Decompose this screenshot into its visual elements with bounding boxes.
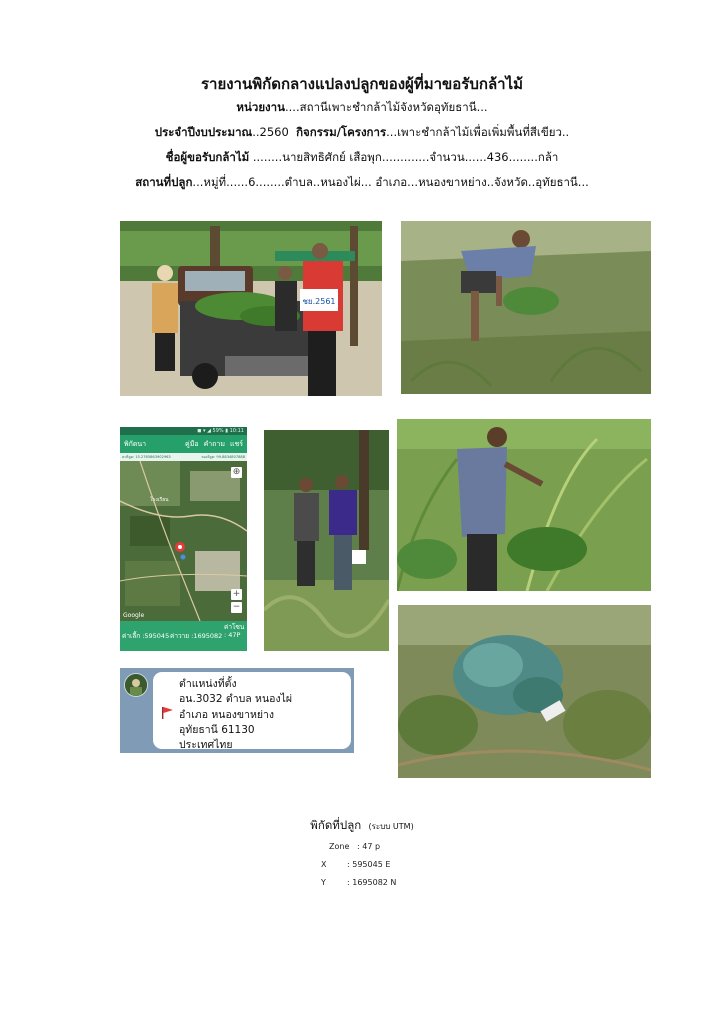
longitude-readout: ลองจิจูด: 99.8834807888 — [201, 455, 245, 459]
recipient-value: ........นายสิทธิศักย์ เสือพุก.............จำนวน......436........กล้า — [252, 150, 559, 164]
northing-readout: ค่าวาย :1695082 — [170, 632, 223, 640]
utm-x-label: X — [321, 860, 327, 869]
google-watermark: Google — [123, 612, 145, 619]
agency-line — [0, 99, 724, 117]
latitude-readout: ละติจูด: 15.2765863902963 — [122, 455, 171, 459]
recipient-label: ชื่อผู้ขอรับกล้าไม้ — [165, 150, 250, 164]
location-bubble[interactable] — [153, 672, 351, 752]
locate-button[interactable]: ⊕ — [232, 467, 241, 477]
photo-man-planting — [401, 221, 651, 394]
utm-title: พิกัดที่ปลูก — [310, 818, 362, 832]
location-line — [0, 174, 724, 192]
budget-label: ประจำปีงบประมาณ — [154, 125, 253, 139]
location-address — [179, 677, 292, 753]
zone-readout: ค่าโซน : 47P — [224, 623, 245, 639]
location-label: สถานที่ปลูก — [135, 175, 193, 189]
photo-sign-text: ชย.2561 — [302, 297, 336, 306]
menu-share[interactable]: แชร์ — [229, 439, 243, 448]
map-coords-bar — [120, 453, 247, 461]
satellite-map[interactable] — [120, 461, 247, 621]
map-app-title: พิกัดนา — [124, 439, 147, 448]
agency-label: หน่วยงาน — [236, 100, 285, 114]
location-value: ...หมู่ที่......6........ตำบล..หนองไผ่... อำเภอ...หนองขาหย่าง..จังหวัด..อุทัยธานี... — [192, 175, 589, 189]
utm-y-label: Y — [321, 878, 326, 887]
menu-faq[interactable]: คำถาม — [203, 439, 225, 448]
utm-zone-value: : 47 p — [357, 842, 381, 851]
budget-value: ..2560 — [252, 125, 289, 139]
activity-value: ...เพาะชำกล้าไม้เพื่อเพิ่มพื้นที่สีเขียว.. — [386, 125, 570, 139]
red-flag-icon — [160, 706, 174, 720]
map-app-toolbar — [120, 435, 247, 453]
phone-status-bar: ◼ ▾ ◢ 59% ▮ 10:11 — [120, 427, 247, 435]
budget-line — [0, 124, 724, 142]
utm-heading — [0, 817, 724, 835]
address-line-heading: ตำแหน่งที่ตั้ง — [179, 678, 237, 690]
utm-system: (ระบบ UTM) — [368, 822, 414, 831]
address-line-road: อน.3032 ตำบล หนองไผ่ — [179, 693, 292, 706]
report-title: รายงานพิกัดกลางแปลงปลูกของผู้ที่มาขอรับกล้าไม้ — [200, 75, 524, 93]
photo-man-in-grass — [397, 419, 651, 591]
zoom-in-button[interactable]: + — [232, 589, 241, 599]
utm-x-value: : 595045 E — [347, 860, 391, 869]
chat-location-message — [120, 668, 354, 753]
zoom-out-button[interactable]: − — [232, 602, 241, 612]
photo-seedling-pickup — [120, 221, 382, 396]
message-timestamp: 09:30 — [326, 739, 350, 748]
photo-seedling-closeup — [398, 605, 651, 778]
easting-readout: ค่าเลี้ก :595045 — [122, 632, 170, 640]
map-place-label: โรงเรียน — [150, 497, 169, 503]
address-line-province: อุทัยธานี 61130 — [179, 723, 255, 736]
utm-zone-label: Zone — [329, 842, 350, 851]
menu-manual[interactable]: คู่มือ — [185, 439, 199, 448]
map-app-screenshot — [120, 427, 247, 651]
address-line-country: ประเทศไทย — [179, 739, 233, 752]
recipient-line — [0, 149, 724, 167]
photo-two-men-standing — [264, 430, 389, 651]
activity-label: กิจกรรม/โครงการ — [296, 125, 387, 139]
address-line-district: อำเภอ หนองขาหย่าง — [179, 708, 275, 721]
agency-value: ....สถานีเพาะชำกล้าไม้จังหวัดอุทัยธานี... — [285, 100, 488, 114]
avatar[interactable] — [124, 673, 148, 697]
utm-y-value: : 1695082 N — [347, 878, 397, 887]
map-app-footer — [120, 621, 247, 651]
